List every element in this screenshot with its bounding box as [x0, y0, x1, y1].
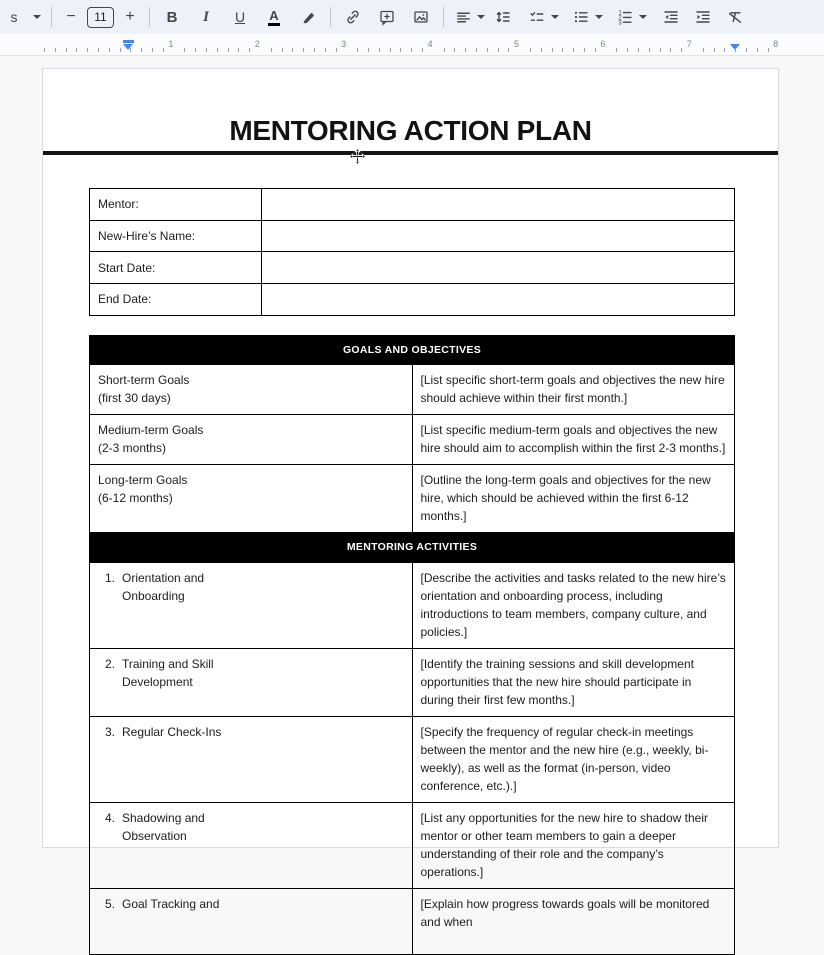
activity-label-cell[interactable] — [90, 888, 413, 954]
ruler-tick — [357, 48, 358, 52]
ruler-tick — [314, 48, 315, 52]
goal-sublabel: (first 30 days) — [98, 390, 171, 405]
insert-image-icon — [412, 8, 430, 26]
line-spacing-icon — [494, 8, 512, 26]
ruler-tick — [66, 48, 67, 52]
ruler-tick — [163, 48, 164, 52]
document-page[interactable] — [42, 68, 779, 929]
ruler-tick — [757, 48, 758, 52]
svg-text:3: 3 — [618, 20, 622, 26]
svg-text:2: 2 — [618, 15, 622, 22]
ruler-tick — [130, 48, 131, 52]
numbered-list-icon — [616, 8, 634, 26]
formatting-toolbar — [0, 0, 824, 34]
activity-number: 5. — [104, 896, 115, 911]
ruler-tick — [530, 48, 531, 52]
ruler-tick — [400, 48, 401, 52]
ruler-tick — [228, 48, 229, 52]
ruler-mark: 8 — [773, 39, 779, 49]
activity-name: Shadowing and Observation — [122, 810, 205, 843]
numbered-list-button[interactable] — [613, 4, 637, 30]
bulleted-list-chevron-icon[interactable] — [593, 4, 605, 30]
ruler-tick — [87, 48, 88, 52]
ruler-tick — [454, 48, 455, 52]
italic-icon: I — [203, 8, 209, 25]
svg-text:1: 1 — [618, 10, 622, 17]
ruler-tick — [487, 48, 488, 52]
section-header-row — [90, 532, 735, 562]
ruler-tick — [336, 48, 337, 52]
ruler-tick — [660, 48, 661, 52]
ruler-tick — [98, 48, 99, 52]
ruler-mark: 4 — [427, 39, 433, 49]
text-color-icon: A — [268, 9, 279, 26]
first-line-indent-marker[interactable] — [123, 40, 134, 43]
goal-label: Long-term Goals — [98, 472, 188, 487]
ruler-tick — [444, 48, 445, 52]
ruler-tick — [141, 48, 142, 52]
decrease-indent-icon — [662, 8, 680, 26]
italic-button[interactable] — [194, 4, 218, 30]
ruler-tick — [282, 48, 283, 52]
toolbar-divider — [149, 7, 150, 27]
activity-desc-cell[interactable]: [Describe the activities and tasks related to the new hire’s orientation and onboarding process, including introductions to team members, company culture, and policies.] — [412, 562, 735, 648]
ruler-tick — [152, 48, 153, 52]
table-row — [90, 189, 735, 221]
ruler-tick — [368, 48, 369, 52]
activity-desc-cell[interactable]: [Specify the frequency of regular check-in meetings between the mentor and the new hire (e.g., weekly, bi-weekly), as well as the format (in-person, video conference, etc.).] — [412, 716, 735, 802]
goal-label-cell[interactable] — [90, 414, 413, 464]
activity-name: Goal Tracking and — [122, 896, 220, 911]
toolbar-divider — [51, 7, 52, 27]
activity-label-cell[interactable] — [90, 562, 413, 648]
activity-desc-cell[interactable]: [List any opportunities for the new hire to shadow their mentor or other team members to gain a deeper understanding of their role and the company’s operations.] — [412, 802, 735, 888]
ruler-tick — [541, 48, 542, 52]
table-row — [90, 414, 735, 464]
increase-indent-icon — [694, 8, 712, 26]
increase-font-size-button[interactable] — [118, 4, 142, 30]
underline-button[interactable] — [228, 4, 252, 30]
ruler-tick — [714, 48, 715, 52]
table-row — [90, 464, 735, 532]
table-row — [90, 364, 735, 414]
ruler-tick — [238, 48, 239, 52]
ruler-tick — [195, 48, 196, 52]
font-size-value: 11 — [87, 7, 114, 28]
align-left-icon — [455, 9, 472, 26]
ruler-tick — [217, 48, 218, 52]
add-comment-button[interactable] — [375, 4, 399, 30]
document-title[interactable]: MENTORING ACTION PLAN — [229, 115, 592, 146]
link-icon — [344, 8, 362, 26]
info-table — [89, 188, 735, 316]
ruler-tick — [768, 48, 769, 52]
ruler-tick — [390, 48, 391, 52]
goal-label: Medium-term Goals — [98, 422, 204, 437]
info-value-cell[interactable] — [262, 189, 735, 221]
activities-section-header[interactable]: MENTORING ACTIVITIES — [90, 532, 735, 562]
move-cursor-icon — [349, 148, 366, 165]
section-header-row — [90, 335, 735, 364]
ruler-tick — [627, 48, 628, 52]
checklist-button[interactable] — [525, 4, 549, 30]
ruler-tick — [746, 48, 747, 52]
insert-image-button[interactable] — [409, 4, 433, 30]
goal-sublabel: (2-3 months) — [98, 440, 167, 455]
activity-number: 2. — [104, 656, 115, 671]
ruler-tick — [44, 48, 45, 52]
ruler-tick — [595, 48, 596, 52]
table-row — [90, 252, 735, 284]
document-canvas — [0, 57, 824, 929]
add-comment-icon — [378, 8, 396, 26]
ruler-tick — [184, 48, 185, 52]
table-row — [90, 648, 735, 716]
highlight-color-button[interactable] — [296, 4, 320, 30]
table-row — [90, 562, 735, 648]
activity-number: 4. — [104, 810, 115, 825]
insert-link-button[interactable] — [341, 4, 365, 30]
ruler-mark: 3 — [341, 39, 347, 49]
ruler-tick — [724, 48, 725, 52]
info-label-cell[interactable]: Mentor: — [90, 189, 262, 221]
ruler-tick — [562, 48, 563, 52]
ruler-tick — [271, 48, 272, 52]
clear-formatting-button[interactable] — [723, 4, 747, 30]
ruler-mark: 7 — [686, 39, 692, 49]
font-size-input[interactable] — [87, 4, 114, 30]
ruler-tick — [422, 48, 423, 52]
title-divider-line — [43, 151, 778, 155]
align-chevron-icon[interactable] — [475, 4, 487, 30]
text-color-button[interactable] — [262, 4, 286, 30]
ruler-tick — [498, 48, 499, 52]
ruler-tick — [573, 48, 574, 52]
decrease-font-size-button[interactable] — [59, 4, 83, 30]
ruler-tick — [303, 48, 304, 52]
ruler-tick — [616, 48, 617, 52]
info-value-cell[interactable] — [262, 220, 735, 252]
table-row — [90, 888, 735, 954]
ruler-tick — [476, 48, 477, 52]
table-row — [90, 284, 735, 316]
activity-name: Regular Check-Ins — [122, 724, 222, 739]
toolbar-divider — [330, 7, 331, 27]
line-spacing-button[interactable] — [491, 4, 515, 30]
ruler-tick — [55, 48, 56, 52]
info-label-cell[interactable]: Start Date: — [90, 252, 262, 284]
ruler-tick — [249, 48, 250, 52]
table-row — [90, 716, 735, 802]
left-indent-marker[interactable] — [123, 40, 134, 50]
ruler-tick — [649, 48, 650, 52]
ruler-tick — [465, 48, 466, 52]
ruler-tick — [703, 48, 704, 52]
ruler-tick — [735, 48, 736, 52]
activity-desc-cell[interactable]: [Explain how progress towards goals will be monitored and when — [412, 888, 735, 954]
plus-icon: + — [125, 8, 135, 25]
plan-table — [89, 335, 735, 955]
font-family-chevron-icon[interactable] — [30, 4, 44, 30]
activity-desc-cell[interactable]: [Identify the training sessions and skill development opportunities that the new hire should participate in during their first few months.] — [412, 648, 735, 716]
goal-label-cell[interactable] — [90, 364, 413, 414]
ruler-tick — [681, 48, 682, 52]
info-label-cell[interactable]: New-Hire’s Name: — [90, 220, 262, 252]
info-label-cell[interactable]: End Date: — [90, 284, 262, 316]
activity-label-cell[interactable] — [90, 802, 413, 888]
activity-number: 1. — [104, 570, 115, 585]
activity-label-cell[interactable] — [90, 648, 413, 716]
document-content — [89, 188, 733, 955]
ruler-tick — [670, 48, 671, 52]
checklist-icon — [528, 8, 546, 26]
info-value-cell[interactable] — [262, 284, 735, 316]
font-family-select[interactable] — [2, 4, 26, 30]
clear-formatting-icon — [726, 8, 744, 26]
decrease-indent-button[interactable] — [659, 4, 683, 30]
ruler[interactable] — [0, 34, 824, 56]
goal-label-cell[interactable] — [90, 464, 413, 532]
ruler-tick — [508, 48, 509, 52]
ruler-tick — [292, 48, 293, 52]
highlighter-pen-icon — [300, 9, 317, 26]
underline-icon: U — [234, 9, 246, 25]
info-value-cell[interactable] — [262, 252, 735, 284]
minus-icon: − — [66, 8, 76, 25]
ruler-tick — [552, 48, 553, 52]
bold-button[interactable] — [160, 4, 184, 30]
goals-section-header[interactable]: GOALS AND OBJECTIVES — [90, 335, 735, 364]
bulleted-list-button[interactable] — [569, 4, 593, 30]
activity-number: 3. — [104, 724, 115, 739]
activity-label-cell[interactable] — [90, 716, 413, 802]
table-row — [90, 802, 735, 888]
ruler-tick — [584, 48, 585, 52]
goal-desc-cell[interactable]: [Outline the long-term goals and objectives for the new hire, which should be achieved within the first 6-12 months.] — [412, 464, 735, 532]
toolbar-divider — [443, 7, 444, 27]
table-row — [90, 220, 735, 252]
goal-label: Short-term Goals — [98, 372, 190, 387]
font-family-partial-label: s — [10, 9, 18, 25]
ruler-tick — [76, 48, 77, 52]
ruler-tick — [206, 48, 207, 52]
ruler-mark: 1 — [168, 39, 174, 49]
numbered-list-chevron-icon[interactable] — [637, 4, 649, 30]
bold-icon: B — [166, 8, 178, 26]
activity-name: Training and Skill Development — [122, 656, 214, 689]
ruler-tick — [109, 48, 110, 52]
ruler-tick — [325, 48, 326, 52]
activity-name: Orientation and Onboarding — [122, 570, 205, 603]
ruler-tick — [411, 48, 412, 52]
increase-indent-button[interactable] — [691, 4, 715, 30]
ruler-mark: 6 — [600, 39, 606, 49]
checklist-chevron-icon[interactable] — [549, 4, 561, 30]
goal-desc-cell[interactable]: [List specific short-term goals and objectives the new hire should achieve within their first month.] — [412, 364, 735, 414]
ruler-tick — [120, 48, 121, 52]
goal-desc-cell[interactable]: [List specific medium-term goals and objectives the new hire should aim to accomplish within the first 2-3 months.] — [412, 414, 735, 464]
bulleted-list-icon — [572, 8, 590, 26]
ruler-mark: 5 — [513, 39, 520, 49]
ruler-tick — [638, 48, 639, 52]
ruler-mark: 2 — [254, 39, 260, 49]
goal-sublabel: (6-12 months) — [98, 490, 173, 505]
align-button[interactable] — [451, 4, 475, 30]
ruler-tick — [379, 48, 380, 52]
